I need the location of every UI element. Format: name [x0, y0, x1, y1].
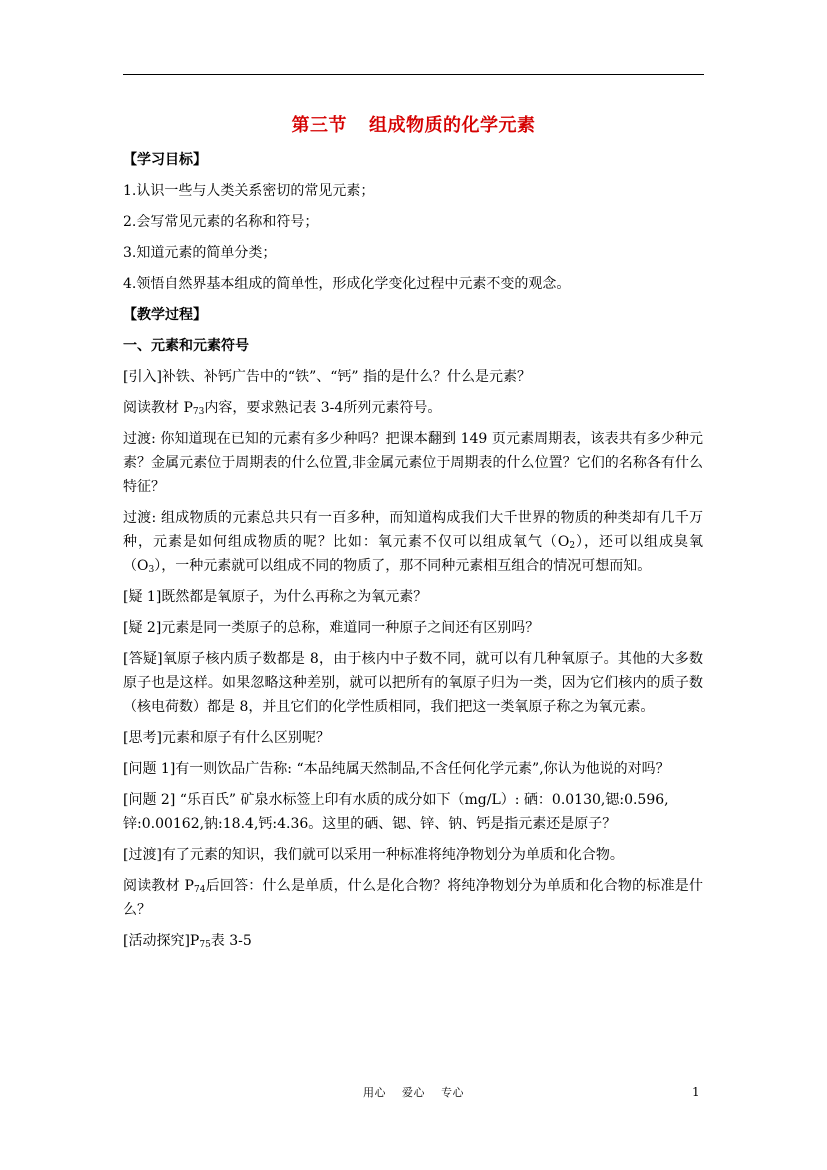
think-paragraph: [思考]元素和原子有什么区别呢？	[123, 730, 330, 746]
activity-text: [活动探究]P	[123, 933, 200, 949]
goal-item: 3.知道元素的简单分类；	[123, 245, 277, 261]
problem-2	[123, 788, 703, 836]
subsection-heading: 一、元素和元素符号	[123, 338, 249, 354]
problem-2-line: 锌:0.00162,钠:18.4,钙:4.36。这里的硒、锶、锌、钠、钙是指元素还是原子？	[123, 816, 617, 832]
page-subscript: 75	[199, 940, 211, 950]
footer-text: 用心	[363, 1086, 386, 1099]
transition-paragraph: [过渡]有了元素的知识，我们就可以采用一种标准将纯净物划分为单质和化合物。	[123, 847, 624, 863]
page-subscript: 74	[193, 885, 206, 895]
goal-item: 4.领悟自然界基本组成的简单性，形成化学变化过程中元素不变的观念。	[123, 276, 571, 292]
transition-paragraph: 过渡: 你知道现在已知的元素有多少种吗？把课本翻到 149 页元素周期表，该表共有多少种元素？金属元素位于周期表的什么位置,非金属元素位于周期表的什么位置？它们的名称各有什么特征？	[123, 431, 703, 495]
title-section-number: 第三节	[291, 115, 347, 136]
goal-item: 2.会写常见元素的名称和符号；	[123, 214, 319, 230]
activity-paragraph	[123, 929, 703, 953]
reading-text: 阅读教材 P	[123, 878, 194, 894]
page-footer	[0, 1084, 827, 1100]
paragraph-text: ），一种元素就可以组成不同的物质了，那不同种元素相互组合的情况可想而知。	[154, 558, 652, 574]
reading-instruction	[123, 874, 703, 922]
footer-text: 爱心	[402, 1086, 425, 1099]
paragraph-text: 过渡: 组成物质的元素总共只有一百多种，而知道构成我们大千世界的物质的种类却有几千万种，元素是如何组成物质的呢？比如：氧元素不仅可以组成氧气（O	[123, 510, 703, 550]
page-number: 1	[692, 1085, 700, 1099]
goals-heading: 【学习目标】	[123, 152, 207, 168]
title-text: 组成物质的化学元素	[369, 115, 536, 136]
problem-2-line: [问题 2] “乐百氏” 矿泉水标签上印有水质的成分如下（mg/L）: 硒：0.0130,锶:0.596,	[123, 792, 669, 808]
paragraph-text: ），还可以组成臭氧（O	[123, 534, 703, 574]
formula-subscript: 3	[148, 565, 155, 575]
problem-1: [问题 1]有一则饮品广告称: “本品纯属天然制品,不含任何化学元素”,你认为他说的对吗？	[123, 761, 670, 777]
activity-text: 表 3-5	[210, 933, 252, 949]
question-1: [疑 1]既然都是氧原子，为什么再称之为氧元素？	[123, 589, 428, 605]
question-2: [疑 2]元素是同一类原子的总称，难道同一种原子之间还有区别吗？	[123, 620, 540, 636]
header-rule	[123, 74, 704, 75]
formula-subscript: 2	[569, 541, 576, 551]
intro-paragraph: [引入]补铁、补钙广告中的“铁”、“钙” 指的是什么？什么是元素？	[123, 369, 532, 385]
footer-text: 专心	[441, 1086, 464, 1099]
page-title	[0, 111, 827, 137]
goal-item: 1.认识一些与人类关系密切的常见元素；	[123, 183, 375, 199]
answer-paragraph: [答疑]氧原子核内质子数都是 8，由于核内中子数不同，就可以有几种氧原子。其他的大多数原子也是这样。如果忽略这种差别，就可以把所有的氧原子归为一类，因为它们核内的质子数（核电荷数）都是 8，并且它们的化学性质相同，我们把这一类氧原子称之为氧元素。	[123, 651, 703, 715]
reading-instruction	[123, 396, 703, 420]
transition-paragraph	[123, 506, 703, 578]
reading-text: 内容，要求熟记表 3-4所列元素符号。	[204, 400, 442, 416]
page-subscript: 73	[192, 407, 205, 417]
reading-text: 阅读教材 P	[123, 400, 193, 416]
reading-text: 后回答：什么是单质，什么是化合物？将纯净物划分为单质和化合物的标准是什么？	[123, 878, 704, 918]
process-heading: 【教学过程】	[123, 307, 207, 323]
document-body	[123, 148, 703, 960]
